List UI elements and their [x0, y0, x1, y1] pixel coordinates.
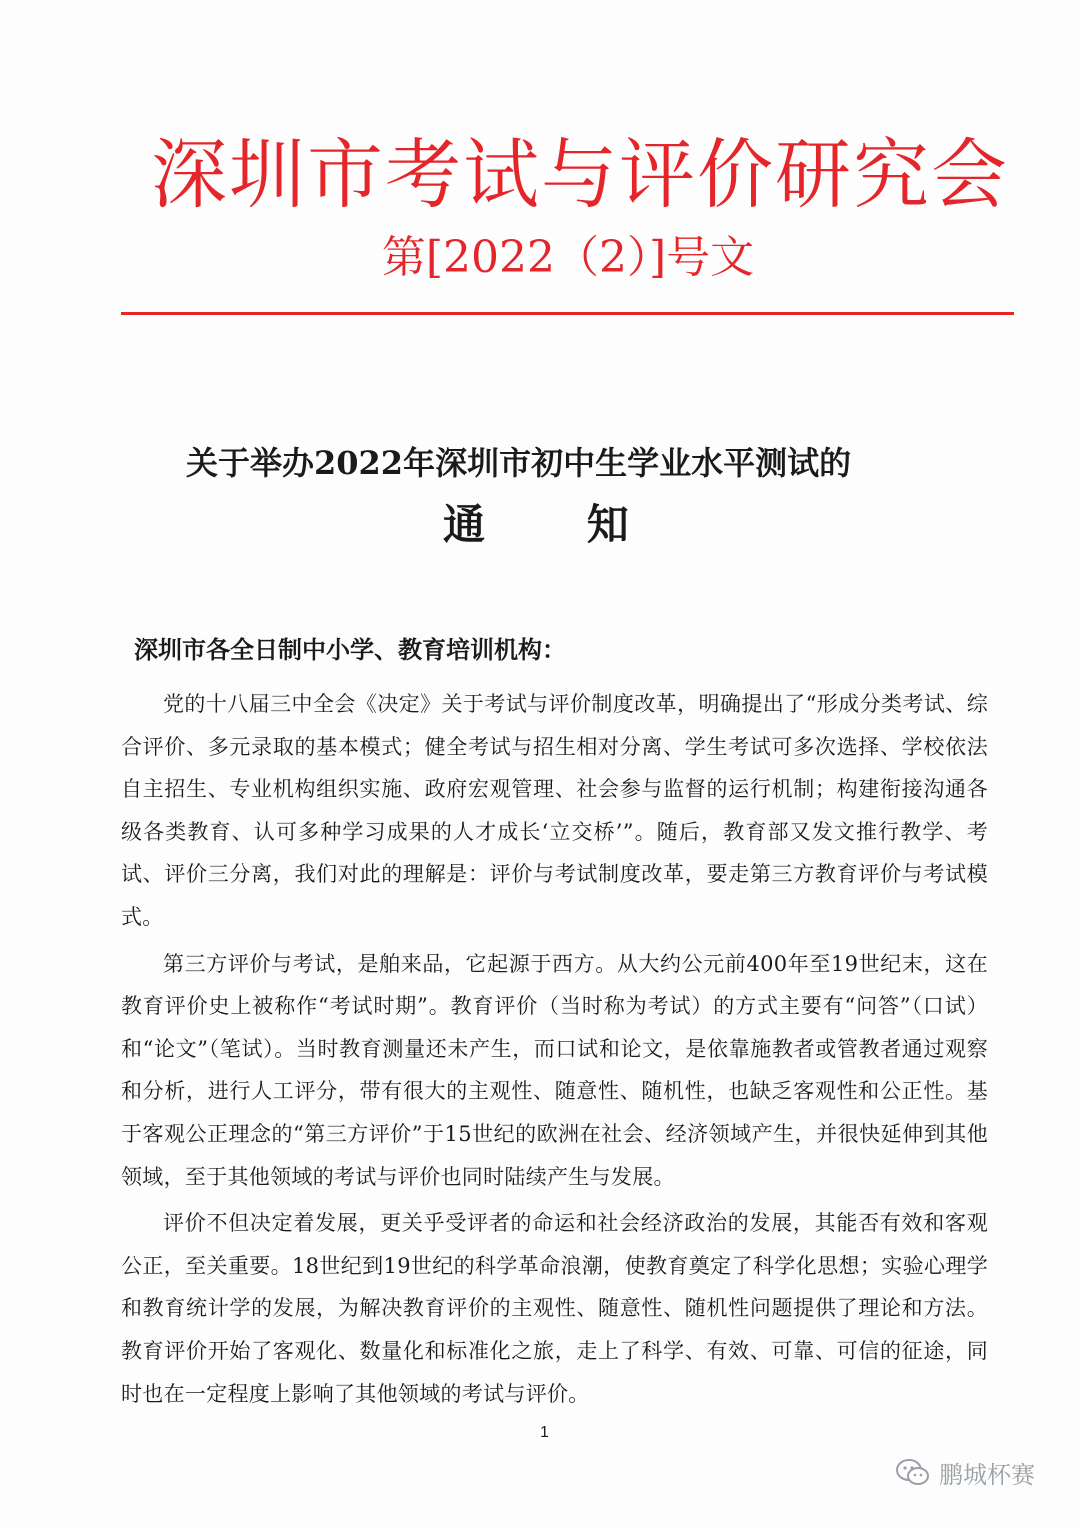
wechat-icon: [895, 1458, 931, 1488]
notice-title: 关于举办2022年深圳市初中生学业水平测试的: [186, 444, 852, 482]
page-number: 1: [540, 1424, 549, 1441]
header-divider: [121, 312, 1014, 315]
org-title: 深圳市考试与评价研究会: [151, 130, 1009, 219]
notice-heading: 通 知: [443, 500, 631, 549]
addressee: 深圳市各全日制中小学、教育培训机构：: [134, 635, 566, 664]
watermark-text: 鹏城杯赛: [939, 1461, 1035, 1489]
paragraph-3: 评价不但决定着发展，更关乎受评者的命运和社会经济政治的发展，其能否有效和客观公正，至关重要。18世纪到19世纪的科学革命浪潮，使教育奠定了科学化思想；实验心理学和教育统计学的发展，为解决教育评价的主观性、随意性、随机性问题提供了理论和方法。教育评价开始了客观化、数量化和标准化之旅，走上了科学、有效、可靠、可信的征途，同时也在一定程度上影响了其他领域的考试与评价。: [121, 1211, 988, 1406]
paragraph-1: 党的十八届三中全会《决定》关于考试与评价制度改革，明确提出了“形成分类考试、综合评价、多元录取的基本模式；健全考试与招生相对分离、学生考试可多次选择、学校依法自主招生、专业机构组织实施、政府宏观管理、社会参与监督的运行机制；构建衔接沟通各级各类教育、认可多种学习成果的人才成长‘立交桥’”。随后，教育部又发文推行教学、考试、评价三分离，我们对此的理解是：评价与考试制度改革，要走第三方教育评价与考试模式。: [121, 692, 988, 929]
body-text: [121, 683, 988, 1419]
paragraph-2: 第三方评价与考试，是舶来品，它起源于西方。从大约公元前400年至19世纪末，这在教育评价史上被称作“考试时期”。教育评价（当时称为考试）的方式主要有“问答”（口试）和“论文”（笔试）。当时教育测量还未产生，而口试和论文，是依靠施教者或管教者通过观察和分析，进行人工评分，带有很大的主观性、随意性、随机性，也缺乏客观性和公正性。基于客观公正理念的“第三方评价”于15世纪的欧洲在社会、经济领域产生，并很快延伸到其他领域，至于其他领域的考试与评价也同时陆续产生与发展。: [121, 951, 988, 1189]
watermark: [895, 1455, 1035, 1490]
doc-number: 第[2022（2）]号文: [381, 232, 755, 283]
